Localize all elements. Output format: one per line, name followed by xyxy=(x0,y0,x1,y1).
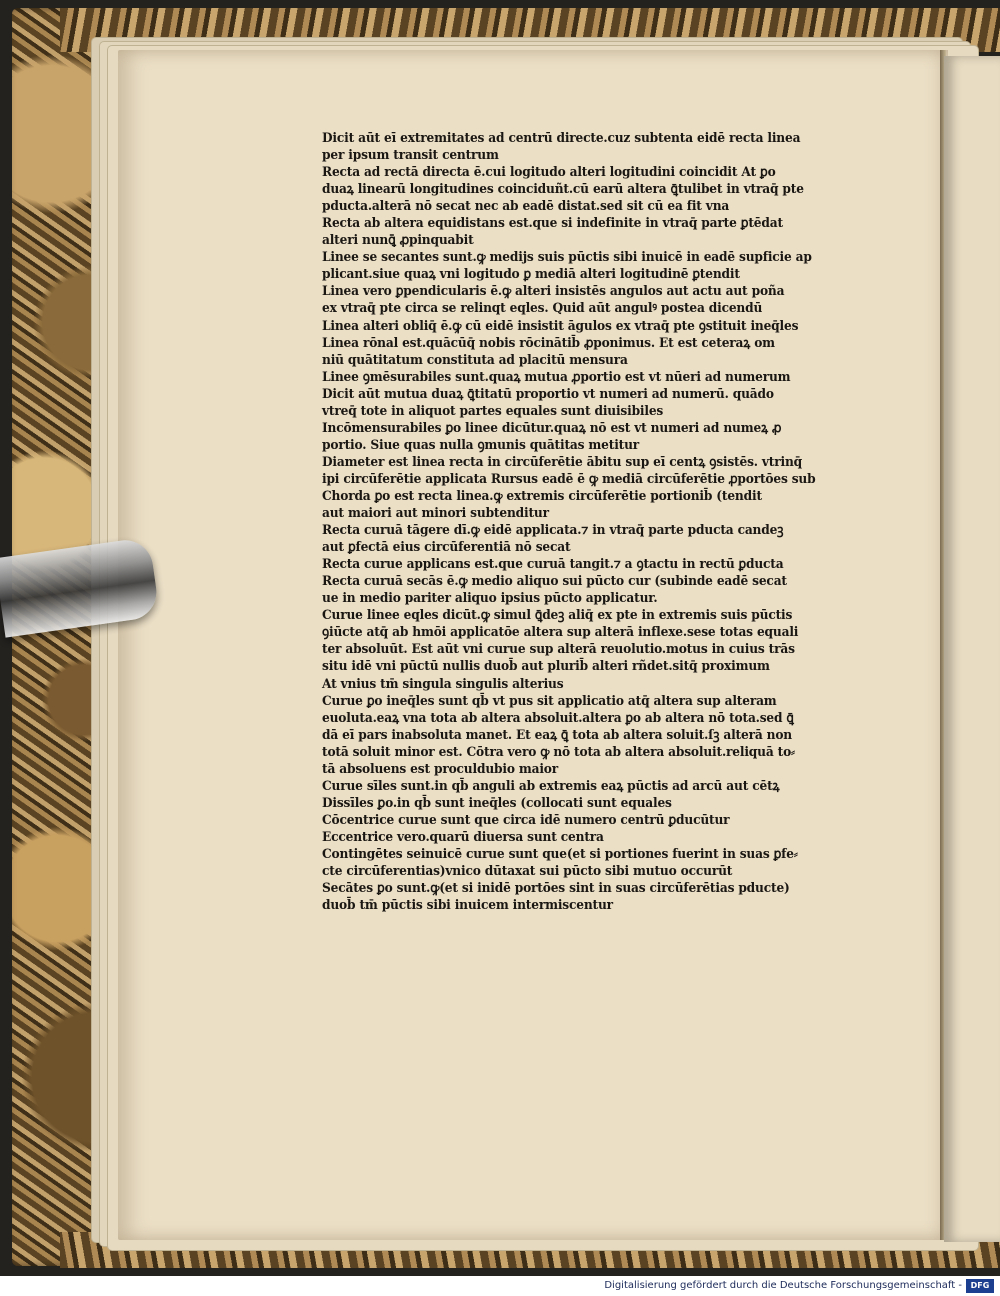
text-line: Recta ab altera equidistans est.que si indefinite in vtraq̄ parte ꝑtēdat xyxy=(322,216,783,232)
text-line: niū quātitatum constituta ad placitū mensura xyxy=(322,352,628,368)
footer-bar xyxy=(0,1276,1000,1296)
text-line: Linea alteri obliq̄ ē.ꝙ cū eidē insistit āgulos ex vtraq̄ pte ꝯstituit ineq̄les xyxy=(322,318,799,334)
text-line: Curue sīles sunt.in qb̄ anguli ab extremis eaꝝ pūctis ad arcū aut cētꝝ xyxy=(322,778,780,794)
text-line: alteri nunꝗ̄ ꝓpinquabit xyxy=(322,233,474,249)
text-line: Dissīles ꝑo.in qb̄ sunt ineq̄les (collocati sunt equales xyxy=(322,795,672,811)
text-line: Diameter est linea recta in circūferētie ābitu sup eī centꝝ ꝯsistēs. vtrinq̄ xyxy=(322,454,803,470)
text-line: Linea rōnal est.quācūq̄ nobis rōcinātib̄ ꝓponimus. Et est ceteraꝝ om xyxy=(322,335,775,351)
text-line: Cōcentrice curue sunt que circa idē numero centrū ꝑducūtur xyxy=(322,812,730,828)
text-line: tā absoluens est proculdubio maior xyxy=(322,761,558,777)
text-line: Eccentrice vero.quarū diuersa sunt centra xyxy=(322,829,604,845)
text-line: Contingētes seinuicē curue sunt que(et si portiones fuerint in suas ꝑfe⸗ xyxy=(322,846,798,862)
text-line: aut ꝑfectā eius circūferentiā nō secat xyxy=(322,540,571,556)
text-line: duaꝝ linearū longitudines coinciduñt.cū earū altera ꝗ̄tulibet in vtraq̄ pte xyxy=(322,182,804,198)
text-line: Chorda ꝑo est recta linea.ꝙ extremis circūferētie portionib̄ (tendit xyxy=(322,488,762,504)
text-line: At vnius tm̄ singula singulis alterius xyxy=(322,676,564,692)
text-line: Recta curuā secās ē.ꝙ medio aliquo sui pūcto cur (subinde eadē secat xyxy=(322,574,787,590)
text-line: per ipsum transit centrum xyxy=(322,148,499,164)
text-line: ex vtraq̄ pte circa se relinqt eqles. Quid aūt angulꝰ postea dicendū xyxy=(322,301,763,317)
text-line: Curue linee eqles dicūt.ꝙ simul ꝗ̄deꝫ aliq̄ ex pte in extremis suis pūctis xyxy=(322,608,793,624)
text-line: Recta ad rectā directa ē.cui logitudo alteri logitudini coincidit At ꝑo xyxy=(322,165,776,181)
printed-text-block xyxy=(322,130,862,914)
text-line: ue in medio pariter aliquo ipsius pūcto applicatur. xyxy=(322,591,658,607)
text-line: Incōmensurabiles ꝑo linee dicūtur.quaꝝ nō est vt numeri ad numeꝝ ꝓ xyxy=(322,420,782,436)
text-line: ꝯiūcte atq̄ ab hmōi applicatōe altera sup alterā inflexe.sese totas equali xyxy=(322,625,799,641)
text-line: plicant.siue quaꝝ vni logitudo ꝑ mediā alteri logitudinē ꝑtendit xyxy=(322,267,740,283)
text-line: cte circūferentias)vnico dūtaxat sui pūcto sibi mutuo occurūt xyxy=(322,864,733,880)
text-line: Dicit aūt mutua duaꝝ ꝗ̄titatū proportio vt numeri ad numerū. quādo xyxy=(322,386,774,402)
text-line: dā eī pars inabsoluta manet. Et eaꝝ ꝗ̄ tota ab altera soluit.ſꝫ alterā non xyxy=(322,727,792,743)
right-page-edge xyxy=(944,56,1000,1242)
text-line: Linee ꝯmēsurabiles sunt.quaꝝ mutua ꝓportio est vt nūeri ad numerum xyxy=(322,369,791,385)
text-line: pducta.alterā nō secat nec ab eadē distat.sed sit cū ea fit vna xyxy=(322,199,730,215)
text-line: aut maiori aut minori subtenditur xyxy=(322,506,549,522)
text-line: Linea vero ꝑpendicularis ē.ꝙ alteri insistēs angulos aut actu aut poña xyxy=(322,284,785,300)
text-line: situ idē vni pūctū nullis duob̄ aut plurib̄ alteri rñdet.sitq̄ proximum xyxy=(322,659,770,675)
text-line: Dicit aūt eī extremitates ad centrū directe.cuz subtenta eidē recta linea xyxy=(322,131,801,146)
text-line: ipi circūferētie applicata Rursus eadē ē ꝙ mediā circūferētie ꝓportōes sub xyxy=(322,471,816,487)
text-line: Secātes ꝑo sunt.ꝙ(et si inidē portōes sint in suas circūferētias pducte) xyxy=(322,881,790,897)
text-line: Linee se secantes sunt.ꝙ medijs suis pūctis sibi inuicē in eadē supficie ap xyxy=(322,250,812,266)
text-line: Recta curue applicans est.que curuā tangit.⁊ a ꝯtactu in rectū ꝑducta xyxy=(322,557,784,573)
text-line: euoluta.eaꝝ vna tota ab altera absoluit.altera ꝑo ab altera nō tota.sed ꝗ̄ xyxy=(322,710,794,726)
text-line: ter absoluūt. Est aūt vni curue sup alterā reuolutio.motus in cuius trās xyxy=(322,642,795,658)
funding-credit: Digitalisierung gefördert durch die Deutsche Forschungsgemeinschaft - xyxy=(604,1280,962,1291)
text-line: Curue ꝑo ineq̄les sunt qb̄ vt pus sit applicatio atq̄ altera sup alteram xyxy=(322,693,777,709)
text-line: duob̄ tm̄ pūctis sibi inuicem intermiscentur xyxy=(322,898,613,914)
text-line: vtreq̄ tote in aliquot partes equales sunt diuisibiles xyxy=(322,403,664,419)
text-line: totā soluit minor est. Cōtra vero ꝙ nō tota ab altera absoluit.reliquā to⸗ xyxy=(322,744,795,760)
text-line: Recta curuā tāgere dī.ꝙ eidē applicata.⁊ in vtraq̄ parte pducta candeꝫ xyxy=(322,523,784,539)
text-line: portio. Siue quas nulla ꝯmunis quātitas metitur xyxy=(322,437,640,453)
dfg-logo: DFG xyxy=(966,1279,994,1293)
